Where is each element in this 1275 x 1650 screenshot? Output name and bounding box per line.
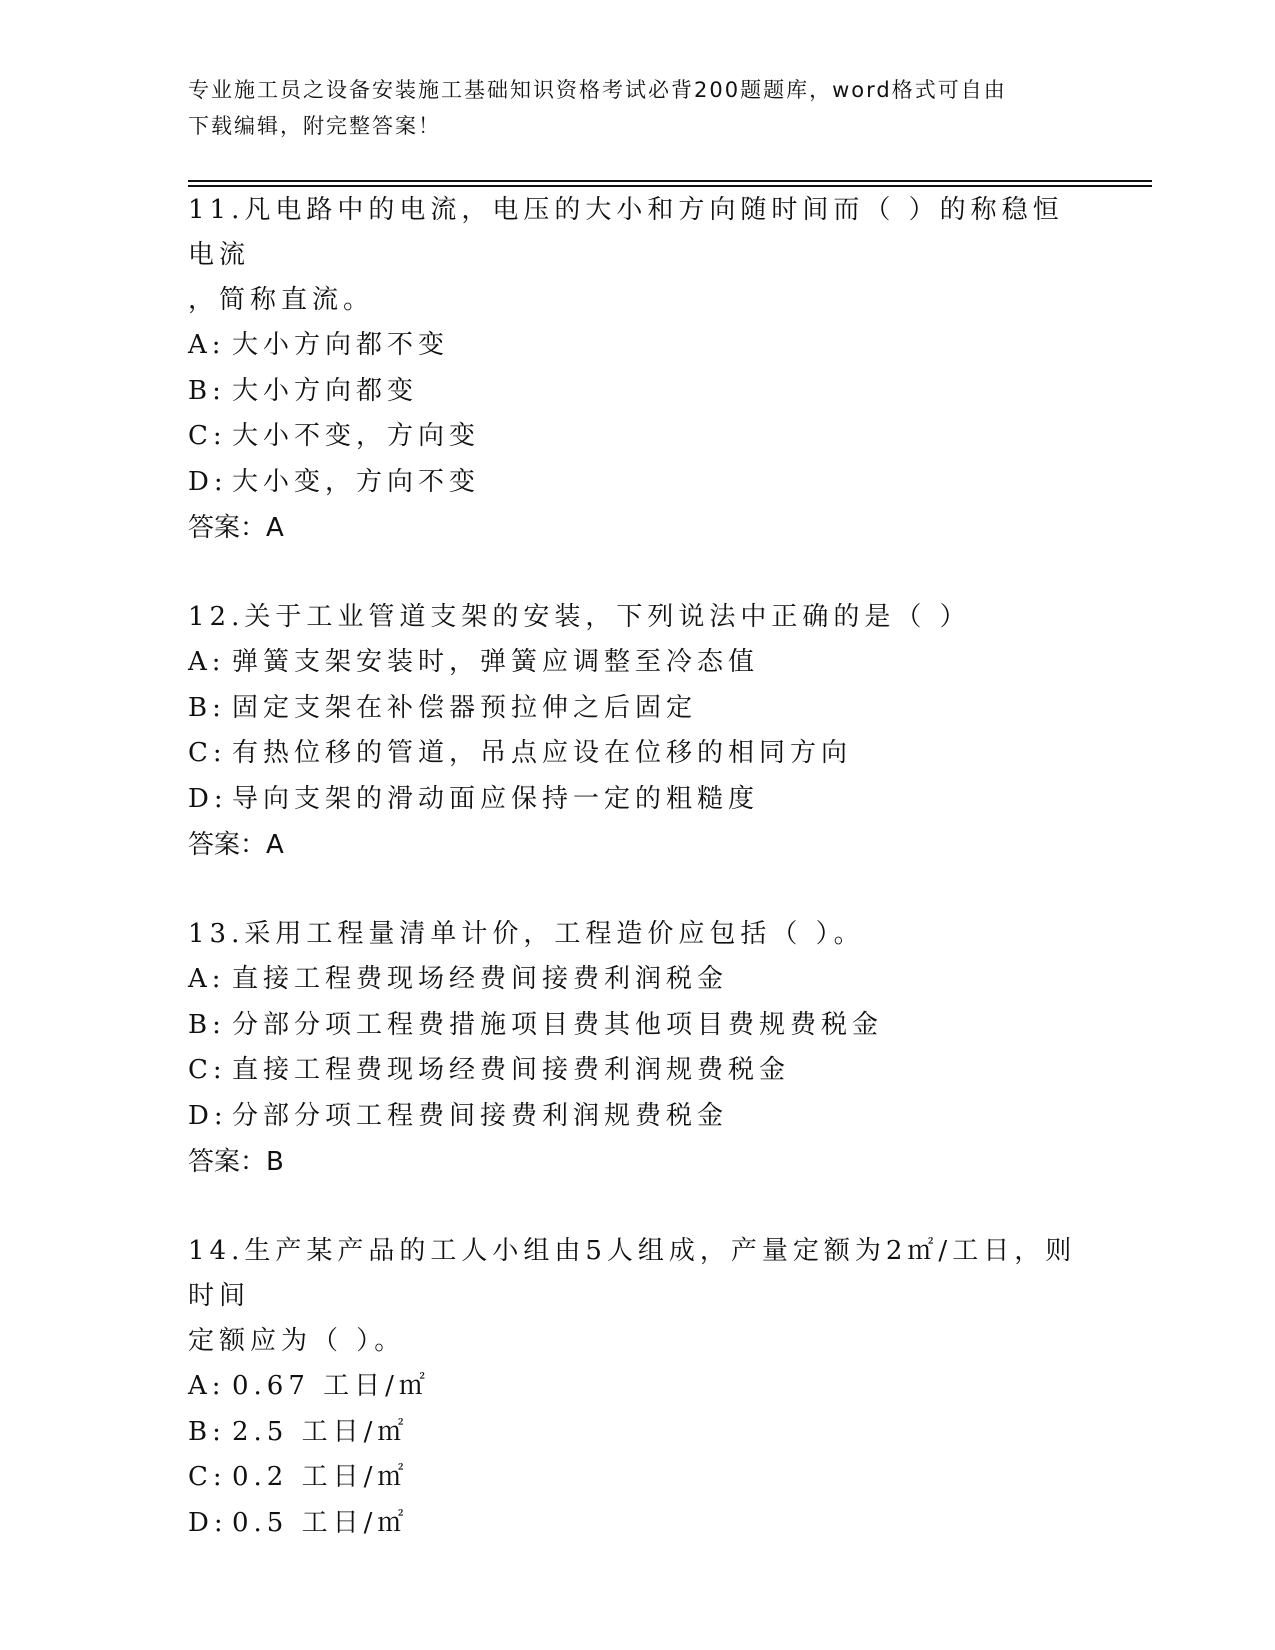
answer: 答案：B [188, 1147, 284, 1177]
question-13 [188, 912, 1088, 1185]
option-text: 0.2 工日/㎡ [232, 1462, 409, 1492]
option-text: 固定支架在补偿器预拉伸之后固定 [232, 692, 698, 723]
question-text [188, 1229, 1088, 1364]
option-c [188, 414, 1088, 460]
header-line-1: 专业施工员之设备安装施工基础知识资格考试必背200题题库，word格式可自由 [188, 78, 1007, 102]
option-letter: A: [188, 647, 226, 677]
option-c [188, 1455, 1088, 1501]
option-text: 2.5 工日/㎡ [232, 1416, 409, 1447]
option-letter: C: [188, 421, 227, 451]
option-text: 有热位移的管道，吊点应设在位移的相同方向 [232, 738, 853, 768]
question-text-line-2: 定额应为（ ）。 [188, 1326, 406, 1356]
option-d [188, 1501, 1088, 1547]
option-letter: A: [188, 1371, 226, 1401]
option-c [188, 731, 1088, 777]
option-letter: D: [188, 1507, 228, 1538]
option-letter: B: [188, 1009, 226, 1040]
option-text: 分部分项工程费措施项目费其他项目费规费税金 [232, 1009, 884, 1040]
header-line-2: 下载编辑，附完整答案！ [188, 114, 441, 138]
answer: 答案：A [188, 830, 284, 860]
option-letter: B: [188, 375, 226, 406]
option-letter: B: [188, 1416, 226, 1447]
option-b [188, 369, 1088, 415]
question-text-line-1: 13.采用工程量清单计价，工程造价应包括（ ）。 [188, 919, 865, 949]
option-d [188, 1094, 1088, 1140]
question-14 [188, 1229, 1088, 1546]
option-letter: A: [188, 330, 226, 360]
question-text-line-1: 11.凡电路中的电流，电压的大小和方向随时间而（ ）的称稳恒电流 [188, 195, 1064, 270]
option-letter: C: [188, 1462, 227, 1492]
option-text: 大小方向都不变 [232, 330, 450, 360]
question-text [188, 188, 1088, 323]
option-a [188, 640, 1088, 686]
option-text: 大小方向都变 [232, 375, 419, 406]
option-text: 导向支架的滑动面应保持一定的粗糙度 [232, 783, 760, 814]
question-text-line-1: 12.关于工业管道支架的安装，下列说法中正确的是（ ） [188, 602, 971, 632]
option-letter: C: [188, 1055, 227, 1085]
option-text: 大小变，方向不变 [232, 466, 481, 497]
question-text-line-1: 14.生产某产品的工人小组由5人组成，产量定额为2㎡/工日，则时间 [188, 1236, 1077, 1311]
option-c [188, 1048, 1088, 1094]
option-b [188, 686, 1088, 732]
option-a [188, 957, 1088, 1003]
option-text: 直接工程费现场经费间接费利润规费税金 [232, 1055, 791, 1085]
option-a [188, 1364, 1088, 1410]
option-text: 分部分项工程费间接费利润规费税金 [232, 1100, 729, 1131]
header-divider-bottom [188, 185, 1152, 187]
option-text: 0.67 工日/㎡ [232, 1371, 430, 1401]
option-text: 弹簧支架安装时，弹簧应调整至冷态值 [232, 647, 760, 677]
option-d [188, 777, 1088, 823]
option-letter: B: [188, 692, 226, 723]
question-text [188, 595, 1088, 640]
option-text: 直接工程费现场经费间接费利润税金 [232, 964, 729, 994]
option-a [188, 323, 1088, 369]
option-letter: A: [188, 964, 226, 994]
option-b [188, 1003, 1088, 1049]
option-letter: D: [188, 466, 228, 497]
option-text: 0.5 工日/㎡ [232, 1507, 409, 1538]
option-letter: D: [188, 1100, 228, 1131]
option-b [188, 1410, 1088, 1456]
option-d [188, 460, 1088, 506]
question-list [188, 188, 1088, 1590]
option-text: 大小不变，方向变 [232, 421, 481, 451]
question-text [188, 912, 1088, 957]
answer: 答案：A [188, 513, 284, 543]
question-12 [188, 595, 1088, 868]
option-letter: D: [188, 783, 228, 814]
option-letter: C: [188, 738, 227, 768]
question-11 [188, 188, 1088, 551]
question-text-line-2: ，简称直流。 [188, 285, 375, 315]
header-divider-top [188, 180, 1152, 182]
document-header [188, 72, 1068, 144]
